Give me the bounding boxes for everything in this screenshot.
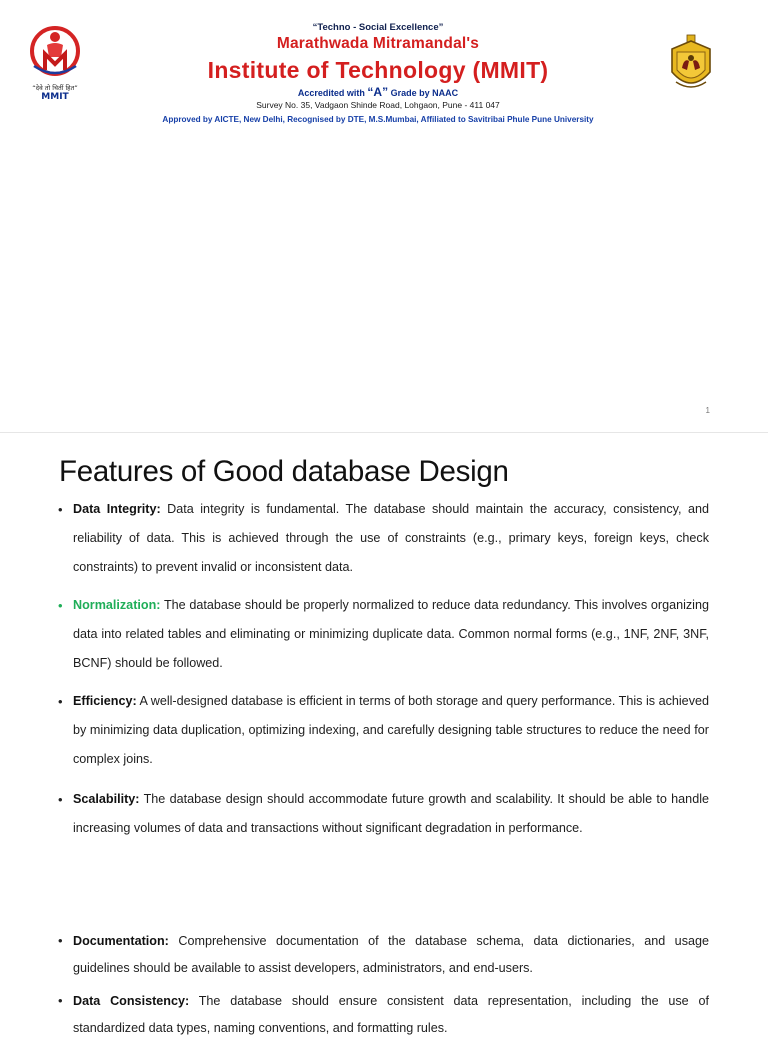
mmit-logo <box>20 20 90 104</box>
bullet-icon: • <box>58 502 63 517</box>
org-name: Marathwada Mitramandal's <box>276 35 480 52</box>
university-logo <box>668 34 714 96</box>
list-item-body: A well-designed database is efficient in terms of both storage and query performance. This is achieved by minimizing data duplication, optimizing indexing, and carefully designing table structures to reduce the need for complex joins. <box>73 694 709 767</box>
accreditation-grade: “A” <box>367 85 389 99</box>
approval-line: Approved by AICTE, New Delhi, Recognised by DTE, M.S.Mumbai, Affiliated to Savitribai Phule Pune University <box>162 115 594 124</box>
accreditation-prefix: Accredited with <box>297 88 368 98</box>
university-seal-icon <box>668 34 714 96</box>
list-item-body: The database design should accommodate future growth and scalability. It should be able to handle increasing volumes of data and transactions without significant degradation in performance. <box>73 792 709 836</box>
list-item-term: Documentation: <box>73 934 169 948</box>
page-number: 1 <box>705 406 710 415</box>
feature-list <box>0 433 768 1035</box>
list-item-term: Normalization: <box>73 598 161 612</box>
slide-title: Features of Good database Design <box>59 455 509 488</box>
institute-banner <box>128 18 628 134</box>
list-item-text <box>73 785 709 843</box>
list-item-body: The database should be properly normalized to reduce data redundancy. This involves organizing data into related tables and eliminating or minimizing duplicate data. Common normal forms (e.g., 1NF, 2NF, 3NF, BCNF) should be followed. <box>73 598 709 671</box>
bullet-icon: • <box>58 694 63 709</box>
list-item-body: Data integrity is fundamental. The database should maintain the accuracy, consistency, and reliability of data. This is achieved through the use of constraints (e.g., primary keys, foreign keys, check constraints) to prevent invalid or inconsistent data. <box>73 502 710 575</box>
list-item-text <box>73 988 709 1041</box>
bullet-icon: • <box>58 933 63 948</box>
institute-name: Institute of Technology (MMIT) <box>207 57 549 83</box>
list-item-text <box>73 495 709 583</box>
list-item-term: Data Integrity: <box>73 502 161 516</box>
slide-2 <box>0 433 768 1035</box>
list-item-text <box>73 591 709 679</box>
list-item-term: Efficiency: <box>73 694 137 708</box>
list-item-body: The database should ensure consistent data representation, including the use of standardized data types, naming conventions, and formatting rules. <box>73 994 709 1035</box>
bullet-icon: • <box>58 993 63 1008</box>
accreditation-suffix: Grade by NAAC <box>388 88 459 98</box>
list-item-text <box>73 928 709 981</box>
accreditation <box>128 85 628 99</box>
emblem-abbr: MMIT <box>41 92 69 102</box>
list-item-text <box>73 687 709 775</box>
list-item-term: Data Consistency: <box>73 994 190 1008</box>
mmit-emblem-icon <box>20 20 90 84</box>
list-item-body: Comprehensive documentation of the database schema, data dictionaries, and usage guidelines should be available to assist developers, administrators, and end-users. <box>73 934 709 975</box>
address: Survey No. 35, Vadgaon Shinde Road, Lohgaon, Pune - 411 047 <box>256 100 500 110</box>
emblem-motto: “देवे तो चितीं हित” <box>32 84 78 92</box>
bullet-icon: • <box>58 598 63 613</box>
bullet-icon: • <box>58 792 63 807</box>
slide-1 <box>0 0 768 432</box>
tagline: “Techno - Social Excellence” <box>312 22 444 33</box>
list-item-term: Scalability: <box>73 792 140 806</box>
